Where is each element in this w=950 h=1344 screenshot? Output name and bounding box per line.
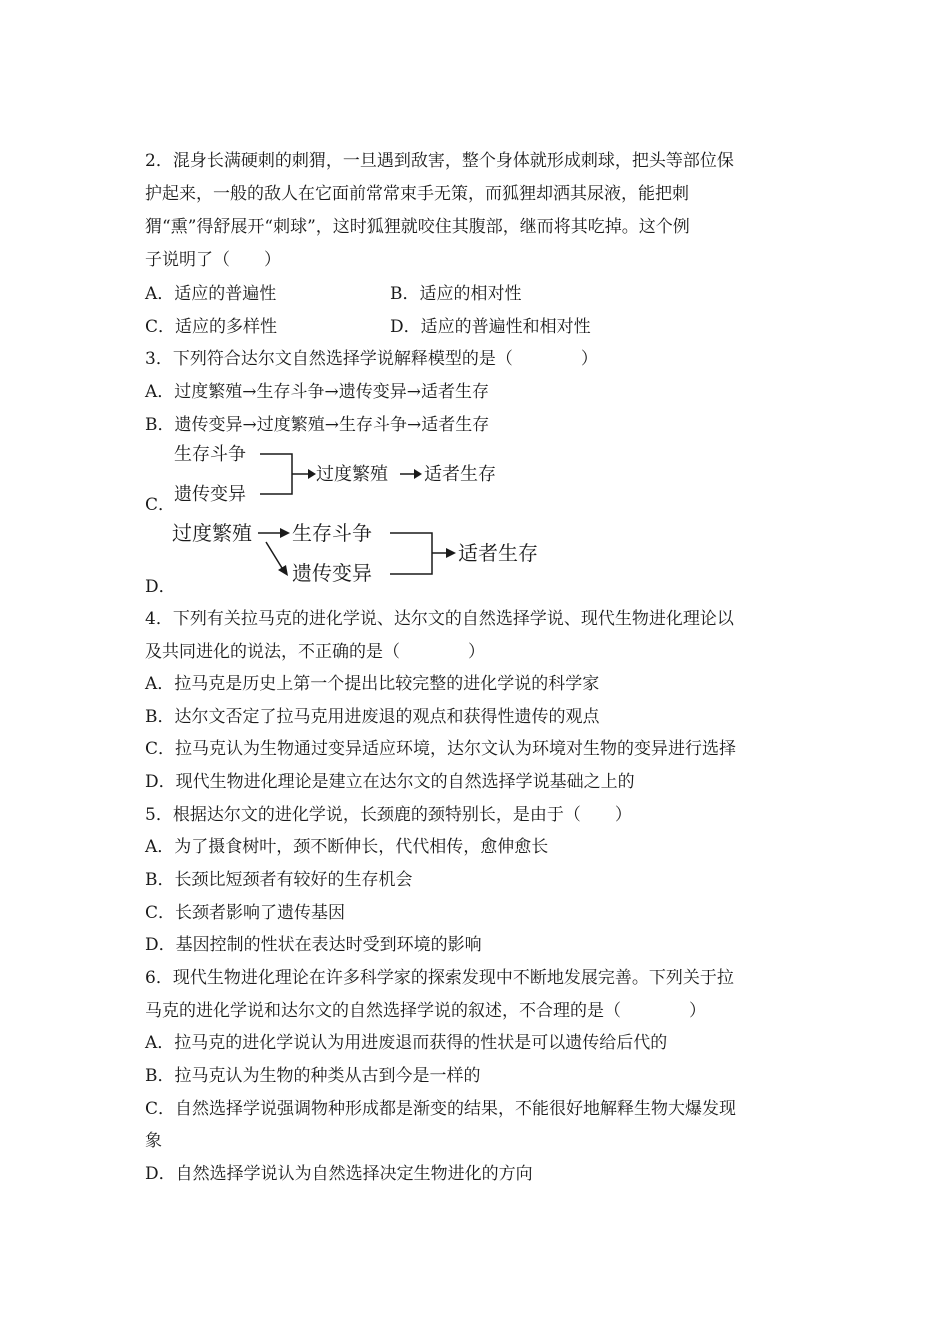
- diagram-c-arrowhead-1: [308, 469, 316, 479]
- q5-option-c: C．长颈者影响了遗传基因: [145, 903, 346, 923]
- q4-option-b: B．达尔文否定了拉马克用进废退的观点和获得性遗传的观点: [145, 707, 600, 727]
- q3-option-c-label: C．: [145, 495, 176, 515]
- diagram-c-top-text: 生存斗争: [174, 444, 246, 465]
- q3-option-a: A．过度繁殖→生存斗争→遗传变异→适者生存: [145, 382, 490, 402]
- q4-stem-line-1: 4．下列有关拉马克的进化学说、达尔文的自然选择学说、现代生物进化理论以: [145, 609, 734, 629]
- q3-stem: 3．下列符合达尔文自然选择学说解释模型的是（ ）: [145, 349, 598, 369]
- diagram-c-arrowhead-2: [414, 469, 422, 479]
- diagram-d-bottom-text: 遗传变异: [292, 561, 372, 585]
- q6-option-a: A．拉马克的进化学说认为用进废退而获得的性状是可以遗传给后代的: [145, 1033, 668, 1053]
- q6-option-c-cont: 象: [145, 1131, 162, 1151]
- diagram-d-arrow-diag: [266, 542, 282, 568]
- q2-option-a: A．适应的普遍性: [145, 284, 277, 304]
- diagram-d-arrowhead-top: [280, 528, 290, 538]
- q6-option-d: D．自然选择学说认为自然选择决定生物进化的方向: [145, 1164, 533, 1184]
- q3-diagram-d: [168, 514, 568, 590]
- diagram-c-mid-text: 过度繁殖: [316, 464, 388, 485]
- diagram-d-top-text: 生存斗争: [292, 521, 372, 545]
- q3-diagram-c: [170, 438, 530, 510]
- diagram-c-bottom-text: 遗传变异: [174, 484, 246, 505]
- q5-option-d: D．基因控制的性状在表达时受到环境的影响: [145, 935, 482, 955]
- diagram-c-end-text: 适者生存: [424, 464, 496, 485]
- q4-option-c: C．拉马克认为生物通过变异适应环境，达尔文认为环境对生物的变异进行选择: [145, 739, 737, 759]
- q5-option-b: B．长颈比短颈者有较好的生存机会: [145, 870, 413, 890]
- q3-option-b: B．遗传变异→过度繁殖→生存斗争→适者生存: [145, 415, 490, 435]
- q4-option-d: D．现代生物进化理论是建立在达尔文的自然选择学说基础之上的: [145, 772, 635, 792]
- diagram-d-arrowhead-diag: [278, 565, 288, 576]
- q2-option-c: C．适应的多样性: [145, 317, 278, 337]
- diagram-d-arrowhead-end: [446, 548, 456, 558]
- q2-stem-line-1: 2．混身长满硬刺的刺猬，一旦遇到敌害，整个身体就形成刺球，把头等部位保: [145, 151, 734, 171]
- q2-option-b: B．适应的相对性: [390, 284, 522, 304]
- q2-option-d: D．适应的普遍性和相对性: [390, 317, 591, 337]
- diagram-d-start-text: 过度繁殖: [172, 521, 252, 545]
- q2-stem-line-4: 子说明了（ ）: [145, 250, 281, 270]
- q5-stem: 5．根据达尔文的进化学说，长颈鹿的颈特别长，是由于（ ）: [145, 805, 632, 825]
- diagram-c-bracket: [260, 454, 292, 494]
- diagram-d-bracket: [390, 533, 432, 574]
- diagram-d-end-text: 适者生存: [458, 541, 538, 565]
- q6-option-b: B．拉马克认为生物的种类从古到今是一样的: [145, 1066, 481, 1086]
- q6-option-c: C．自然选择学说强调物种形成都是渐变的结果，不能很好地解释生物大爆发现: [145, 1099, 737, 1119]
- q4-stem-line-2: 及共同进化的说法，不正确的是（ ）: [145, 642, 485, 662]
- q5-option-a: A．为了摄食树叶，颈不断伸长，代代相传，愈伸愈长: [145, 837, 549, 857]
- q6-stem-line-1: 6．现代生物进化理论在许多科学家的探索发现中不断地发展完善。下列关于拉: [145, 968, 734, 988]
- q3-option-d-label: D．: [145, 577, 176, 597]
- q6-stem-line-2: 马克的进化学说和达尔文的自然选择学说的叙述，不合理的是（ ）: [145, 1001, 706, 1021]
- q2-stem-line-3: 猬“熏”得舒展开“刺球”，这时狐狸就咬住其腹部，继而将其吃掉。这个例: [145, 217, 690, 237]
- q4-option-a: A．拉马克是历史上第一个提出比较完整的进化学说的科学家: [145, 674, 600, 694]
- q2-stem-line-2: 护起来，一般的敌人在它面前常常束手无策，而狐狸却洒其尿液，能把刺: [145, 184, 689, 204]
